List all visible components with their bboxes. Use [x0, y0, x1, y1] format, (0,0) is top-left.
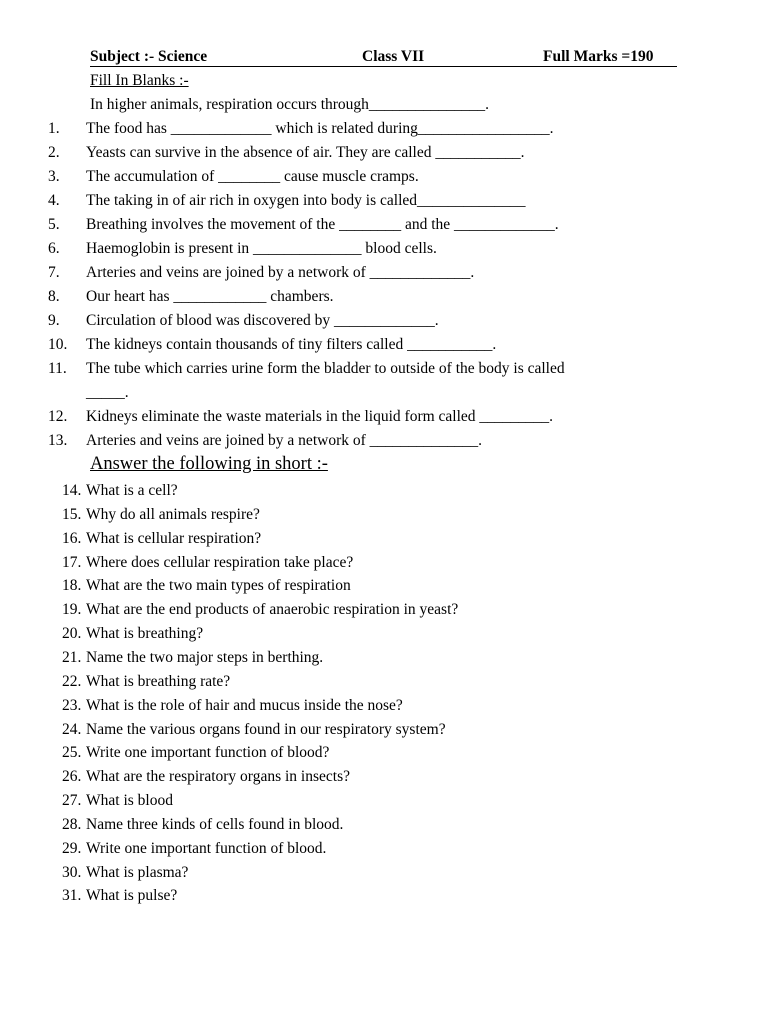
short-answer-number: 22. [62, 673, 82, 690]
fill-blank-question: The taking in of air rich in oxygen into body is called______________ [86, 192, 526, 209]
short-answer-question: What are the respiratory organs in insects? [86, 768, 350, 785]
fill-blank-question: The kidneys contain thousands of tiny filters called ___________. [86, 336, 497, 353]
fill-blank-question: The tube which carries urine form the bladder to outside of the body is called [86, 360, 565, 377]
short-answer-question: What is breathing? [86, 625, 204, 642]
short-answer-number: 20. [62, 625, 82, 642]
fill-blanks-intro: In higher animals, respiration occurs through_______________. [90, 96, 490, 113]
short-answer-question: Write one important function of blood? [86, 744, 330, 761]
short-answer-number: 30. [62, 864, 82, 881]
fill-blank-question: Arteries and veins are joined by a network of _____________. [86, 264, 475, 281]
short-answer-number: 16. [62, 530, 82, 547]
short-answer-question: Name the two major steps in berthing. [86, 649, 324, 666]
short-answer-question: Why do all animals respire? [86, 506, 260, 523]
short-answer-number: 15. [62, 506, 82, 523]
short-answer-question: What is cellular respiration? [86, 530, 262, 547]
fill-blank-number: 7. [48, 264, 60, 281]
fill-blank-question: The food has _____________ which is related during_________________. [86, 120, 554, 137]
fill-blank-number: 2. [48, 144, 60, 161]
fill-blank-question: Circulation of blood was discovered by _____________. [86, 312, 439, 329]
fill-blank-number: 8. [48, 288, 60, 305]
fill-blank-number: 11. [48, 360, 67, 377]
fill-blank-number: 12. [48, 408, 68, 425]
short-answer-number: 28. [62, 816, 82, 833]
header-bar [90, 48, 677, 67]
short-answer-question: Write one important function of blood. [86, 840, 327, 857]
short-answer-number: 19. [62, 601, 82, 618]
fill-blank-question: Breathing involves the movement of the ________ and the _____________. [86, 216, 559, 233]
class-label: Class VII [362, 48, 425, 65]
fill-blank-continuation: _____. [86, 384, 129, 401]
fill-blank-question: Arteries and veins are joined by a network of ______________. [86, 432, 483, 449]
short-answer-heading: Answer the following in short :- [90, 454, 328, 474]
short-answer-number: 26. [62, 768, 82, 785]
fill-blank-question: The accumulation of ________ cause muscle cramps. [86, 168, 419, 185]
short-answer-number: 18. [62, 577, 82, 594]
short-answer-question: What is breathing rate? [86, 673, 231, 690]
short-answer-question: Where does cellular respiration take place? [86, 554, 354, 571]
short-answer-number: 25. [62, 744, 82, 761]
short-answer-number: 31. [62, 887, 82, 904]
fill-blank-question: Our heart has ____________ chambers. [86, 288, 334, 305]
fill-blank-question: Yeasts can survive in the absence of air. They are called ___________. [86, 144, 525, 161]
short-answer-number: 23. [62, 697, 82, 714]
short-answer-number: 29. [62, 840, 82, 857]
short-answer-number: 14. [62, 482, 82, 499]
fill-blank-number: 1. [48, 120, 60, 137]
fill-blank-question: Kidneys eliminate the waste materials in the liquid form called _________. [86, 408, 554, 425]
fill-blanks-heading: Fill In Blanks :- [90, 72, 189, 89]
fill-blank-number: 4. [48, 192, 60, 209]
fill-blank-question: Haemoglobin is present in ______________ blood cells. [86, 240, 437, 257]
short-answer-question: Name the various organs found in our respiratory system? [86, 721, 446, 738]
short-answer-question: What is a cell? [86, 482, 178, 499]
subject-label: Subject :- Science [90, 48, 208, 65]
short-answer-question: What are the end products of anaerobic respiration in yeast? [86, 601, 459, 618]
fill-blank-number: 13. [48, 432, 68, 449]
short-answer-number: 27. [62, 792, 82, 809]
fill-blank-number: 5. [48, 216, 60, 233]
short-answer-question: What is blood [86, 792, 173, 809]
short-answer-number: 21. [62, 649, 82, 666]
short-answer-question: What is pulse? [86, 887, 178, 904]
full-marks-label: Full Marks =190 [543, 48, 654, 65]
short-answer-question: What is the role of hair and mucus inside the nose? [86, 697, 403, 714]
short-answer-question: What is plasma? [86, 864, 189, 881]
short-answer-question: Name three kinds of cells found in blood. [86, 816, 344, 833]
fill-blank-number: 6. [48, 240, 60, 257]
fill-blank-number: 9. [48, 312, 60, 329]
short-answer-number: 24. [62, 721, 82, 738]
short-answer-number: 17. [62, 554, 82, 571]
fill-blank-number: 3. [48, 168, 60, 185]
fill-blank-number: 10. [48, 336, 68, 353]
short-answer-question: What are the two main types of respiration [86, 577, 351, 594]
